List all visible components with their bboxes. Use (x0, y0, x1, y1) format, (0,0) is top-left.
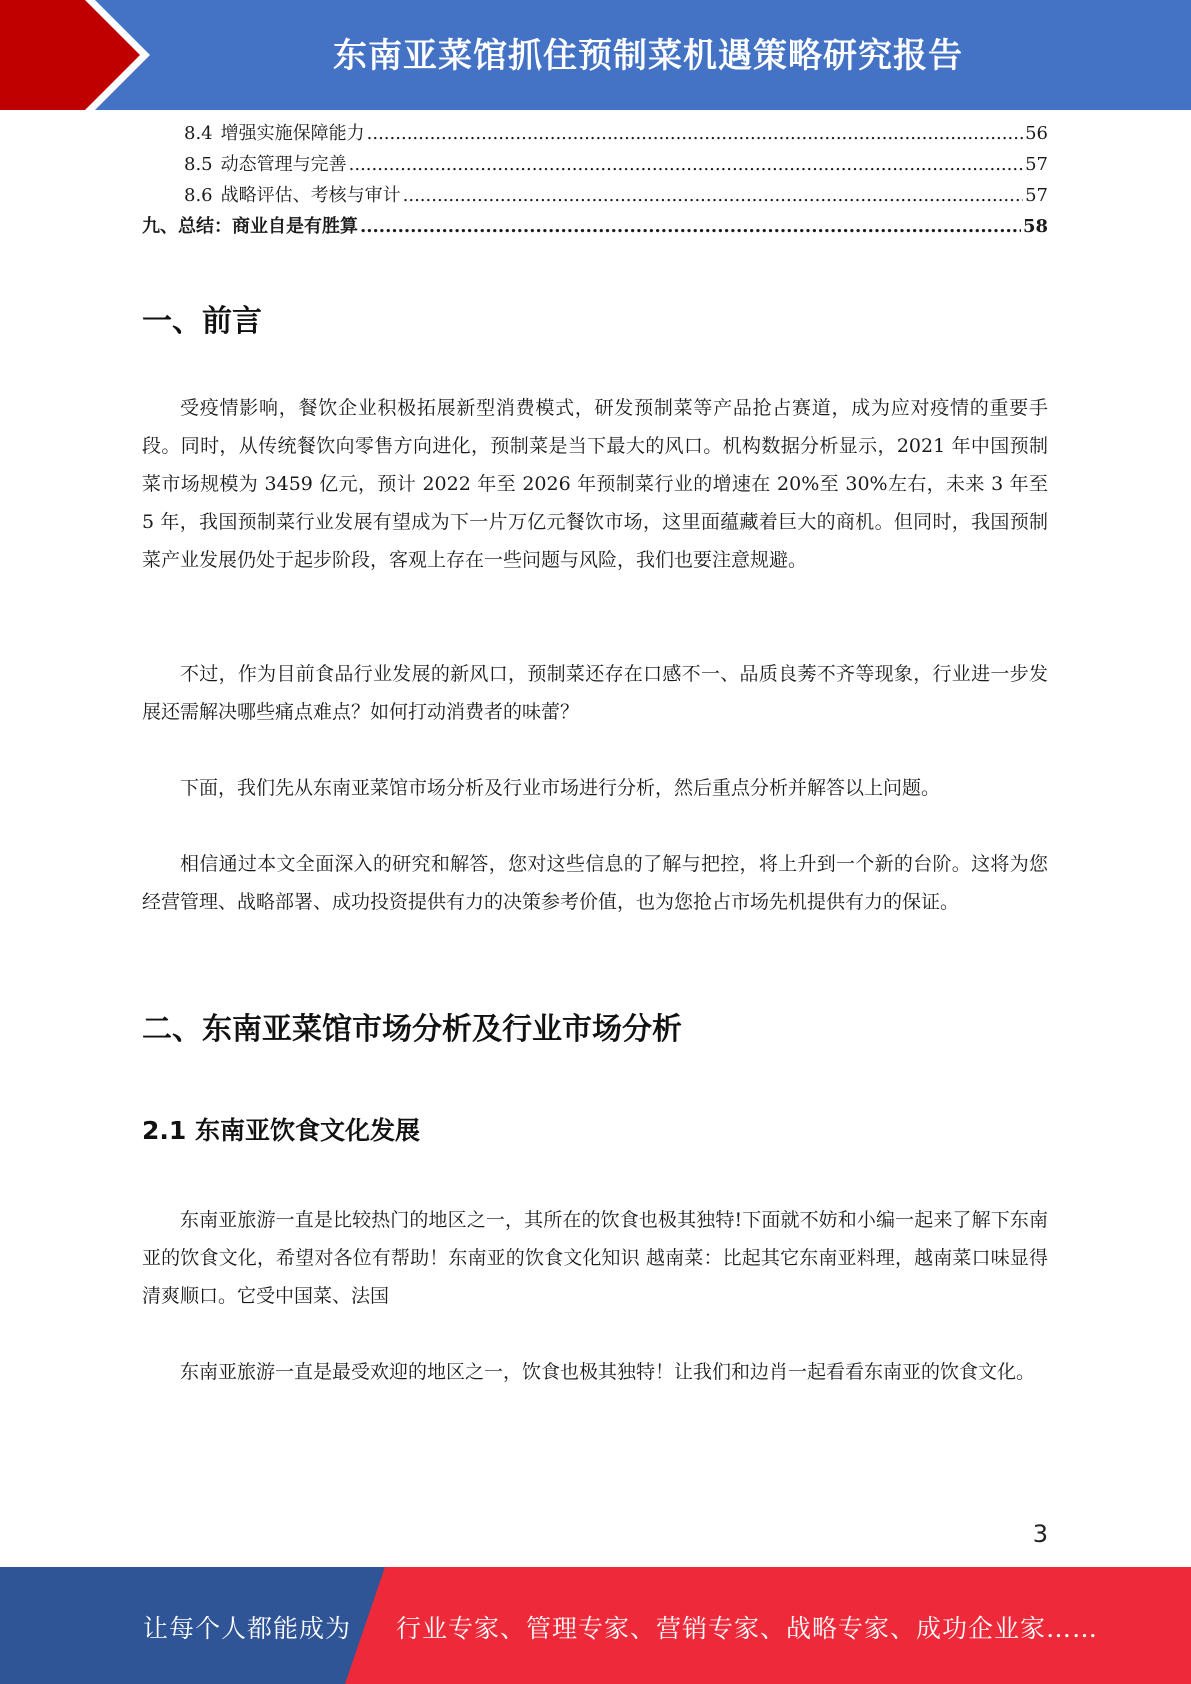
report-title: 东南亚菜馆抓住预制菜机遇策略研究报告 (333, 36, 963, 76)
toc-entry-title: 动态管理与完善 (220, 154, 347, 175)
paragraph: 受疫情影响，餐饮企业积极拓展新型消费模式，研发预制菜等产品抢占赛道，成为应对疫情的重要手段。同时，从传统餐饮向零售方向进化，预制菜是当下最大的风口。机构数据分析显示，2021 年中国预制菜市场规模为 3459 亿元，预计 2022 年至 2026 年预制菜行业的增速在 20%至 30%左右，未来 3 年至 5 年，我国预制菜行业发展有望成为下一片万亿元餐饮市场，这里面蕴藏着巨大的商机。但同时，我国预制菜产业发展仍处于起步阶段，客观上存在一些问题与风险，我们也要注意规避。 (142, 397, 1048, 571)
section-heading-preface: 一、前言 (142, 304, 262, 339)
toc-dot-leader (349, 149, 1023, 180)
footer-slogan-right: 行业专家、管理专家、营销专家、战略专家、成功企业家…… (396, 1614, 1099, 1643)
paragraph: 东南亚旅游一直是最受欢迎的地区之一，饮食也极其独特！让我们和边肖一起看看东南亚的饮食文化。 (180, 1361, 1036, 1383)
toc-entry[interactable] (142, 118, 1048, 149)
toc-entry-page: 56 (1025, 123, 1048, 144)
paragraph: 不过，作为目前食品行业发展的新风口，预制菜还存在口感不一、品质良莠不齐等现象，行业进一步发展还需解决哪些痛点难点？如何打动消费者的味蕾？ (142, 663, 1048, 723)
toc-entry-number: 8.6 (184, 185, 213, 206)
toc-entry[interactable] (142, 149, 1048, 180)
paragraph: 相信通过本文全面深入的研究和解答，您对这些信息的了解与把控，将上升到一个新的台阶。这将为您经营管理、战略部署、成功投资提供有力的决策参考价值，也为您抢占市场先机提供有力的保证。 (142, 853, 1048, 913)
toc-entry-number: 8.4 (184, 123, 213, 144)
subsection-heading-food-culture: 2.1 东南亚饮食文化发展 (142, 1116, 420, 1145)
toc-entry-page: 57 (1025, 154, 1048, 175)
toc-entry-number: 8.5 (184, 154, 213, 175)
section-heading-market-analysis: 二、东南亚菜馆市场分析及行业市场分析 (142, 1012, 682, 1047)
toc-entry-title: 增强实施保障能力 (220, 123, 365, 144)
toc-entry-page: 58 (1022, 216, 1048, 237)
toc-dot-leader (367, 118, 1023, 149)
table-of-contents (142, 118, 1048, 242)
page-header (0, 0, 1191, 110)
toc-dot-leader (360, 211, 1021, 242)
toc-entry-page: 57 (1025, 185, 1048, 206)
footer-slogan-left: 让每个人都能成为 (143, 1614, 352, 1643)
toc-dot-leader (403, 180, 1023, 211)
toc-entry-title: 战略评估、考核与审计 (220, 185, 401, 206)
paragraph: 东南亚旅游一直是比较热门的地区之一，其所在的饮食也极其独特!下面就不妨和小编一起来了解下东南亚的饮食文化，希望对各位有帮助！东南亚的饮食文化知识 越南菜：比起其它东南亚料理，越南菜口味显得清爽顺口。它受中国菜、法国 (142, 1209, 1048, 1307)
page-number: 3 (1032, 1520, 1048, 1548)
toc-entry-title: 九、总结：商业自是有胜算 (142, 216, 358, 237)
toc-chapter-entry[interactable] (142, 211, 1048, 242)
paragraph: 下面，我们先从东南亚菜馆市场分析及行业市场进行分析，然后重点分析并解答以上问题。 (180, 777, 941, 799)
page-footer (0, 1567, 1191, 1684)
header-red-chevron (0, 0, 150, 110)
toc-entry[interactable] (142, 180, 1048, 211)
page-content (142, 118, 1048, 1383)
